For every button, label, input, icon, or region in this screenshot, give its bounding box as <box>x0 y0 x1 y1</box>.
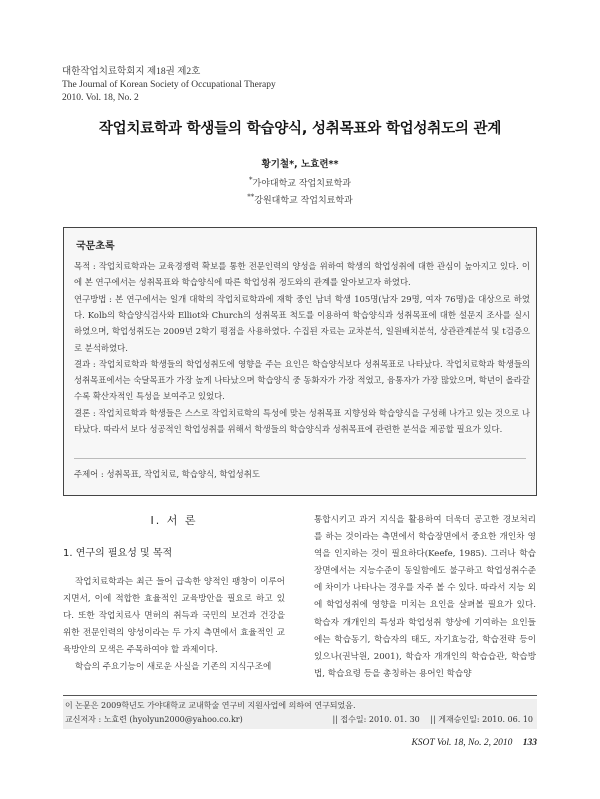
abstract-results <box>74 356 530 405</box>
journal-header <box>62 66 276 105</box>
abstract-text: 본 연구에서는 일개 대학의 작업치료학과에 재학 중인 남녀 학생 105명(남자 29명, 여자 76명)을 대상으로 하였다. Kolb의 학습양식검사와 Elliot와 Church의 성취목표 척도를 이용하여 학습양식과 성취목표에 대한 설문지 조사를 실시하였으며, 학업성취도는 2009년 2학기 평점을 사용하였다. 수집된 자료는 교차분석, 일원배치분석, 상관관계분석 및 t검증으로 분석하였다. <box>74 294 530 353</box>
abstract-purpose <box>74 258 530 290</box>
abstract-heading: 국문초록 <box>76 241 115 252</box>
abstract-box <box>63 227 537 496</box>
accepted-date: || 게재승인일: 2010. 06. 10 <box>430 715 533 724</box>
abstract-text: 작업치료학과 학생들의 학업성취도에 영향을 주는 요인은 학습양식보다 성취목표로 나타났다. 작업치료학과 학생들의 성취목표에서는 숙달목표가 가장 높게 나타났으며 학습양식 중 동화자가 가장 적었고, 융통자가 가장 많았으며, 학년이 올라갈수록 확산자적인 특성을 보여주고 있었다. <box>74 359 531 402</box>
body-paragraph: 통합시키고 과거 지식을 활용하여 더욱더 공고한 경보처리를 하는 것이라는 측면에서 학습장면에서 중요한 개인차 영역을 인지하는 것이 필요하다(Keefe, 1985). 그러나 학습장면에서는 지능수준이 동일함에도 불구하고 학업성취수준에 차이가 나타나는 경우를 자주 볼 수 있다. 따라서 지능 외에 학업성취에 영향을 미치는 요인을 살펴볼 필요가 있다. 학습자 개개인의 특성과 학업성취 향상에 기여하는 요인들에는 학습동기, 학습자의 태도, 자기효능감, 학습전략 등이 있으나(권낙원, 2001), 학습자 개개인의 학습습관, 학습방법, 학습요령 등을 총칭하는 용어인 학습양 <box>314 515 536 679</box>
dates <box>333 713 534 727</box>
journal-name-korean: 대한작업치료학회지 제18권 제2호 <box>62 67 201 77</box>
abstract-divider <box>74 458 526 459</box>
received-date: || 접수일: 2010. 01. 30 <box>332 715 420 724</box>
section-heading: Ⅰ. 서 론 <box>150 514 198 527</box>
body-paragraph: 작업치료학과는 최근 들어 급속한 양적인 팽창이 이루어지면서, 이에 적합한 효율적인 교육방안을 필요로 하고 있다. 또한 작업치료사 면허의 취득과 국민의 보건과 건강을 위한 전문인력의 양성이라는 두 가지 측면에서 효율적인 교육방안의 모색은 주목하여야 할 과제이다. <box>63 577 285 656</box>
affiliation-2 <box>0 193 600 206</box>
journal-name-english: The Journal of Korean Society of Occupational Therapy <box>62 80 276 90</box>
body-paragraph: 학습의 주요기능이 새로운 사실을 기존의 지식구조에 <box>75 662 272 673</box>
abstract-label: 목적 : <box>74 261 96 271</box>
footnote <box>63 699 537 729</box>
keywords <box>74 468 260 480</box>
page-footer <box>411 738 537 748</box>
keywords-text: 성취목표, 작업치료, 학습양식, 학업성취도 <box>106 469 260 479</box>
abstract-label: 결론 : <box>74 408 96 418</box>
corresponding-author: 교신저자 : 노효련 (hyolyun2000@yahoo.co.kr) <box>65 715 243 724</box>
right-column-body <box>314 512 536 683</box>
keywords-label: 주제어 : <box>74 469 104 479</box>
abstract-label: 연구방법 : <box>74 294 112 304</box>
subsection-heading: 1. 연구의 필요성 및 목적 <box>63 548 173 559</box>
funding-note: 이 논문은 2009학년도 가야대학교 교내학술 연구비 지원사업에 의하여 연구되었음. <box>65 701 356 710</box>
affiliation-1 <box>0 176 600 189</box>
journal-volume: 2010. Vol. 18, No. 2 <box>62 93 139 103</box>
abstract-label: 결과 : <box>74 359 96 369</box>
footnote-divider <box>63 695 537 696</box>
abstract-methods <box>74 291 530 356</box>
affiliation-mark: ** <box>247 193 255 201</box>
affiliation-mark: * <box>249 176 253 184</box>
paper-title: 작업치료학과 학생들의 학습양식, 성취목표와 학업성취도의 관계 <box>98 121 502 137</box>
authors: 황기철*, 노효련** <box>261 159 339 170</box>
abstract-text: 작업치료학과는 교육경쟁력 확보를 통한 전문인력의 양성을 위하여 학생의 학업성취에 대한 관심이 높아지고 있다. 이에 본 연구에서는 성취목표와 학습양식에 따른 학업성취 정도와의 관계를 알아보고자 하였다. <box>74 261 530 288</box>
page-number: 133 <box>522 738 537 748</box>
affiliation-text: 강원대학교 작업치료학과 <box>254 196 353 206</box>
left-column-body <box>63 574 285 677</box>
abstract-text: 작업치료학과 학생들은 스스로 작업치료학의 특성에 맞는 성취목표 지향성와 학습양식을 구성해 나가고 있는 것으로 나타났다. 따라서 보다 성공적인 학업성취를 위해서 학생들의 학습양식과 성취목표에 관련한 분석을 제공할 필요가 있다. <box>74 408 530 435</box>
footer-journal: KSOT Vol. 18, No. 2, 2010 <box>411 738 513 748</box>
abstract-conclusion <box>74 405 530 437</box>
affiliation-text: 가야대학교 작업치료학과 <box>252 179 351 189</box>
